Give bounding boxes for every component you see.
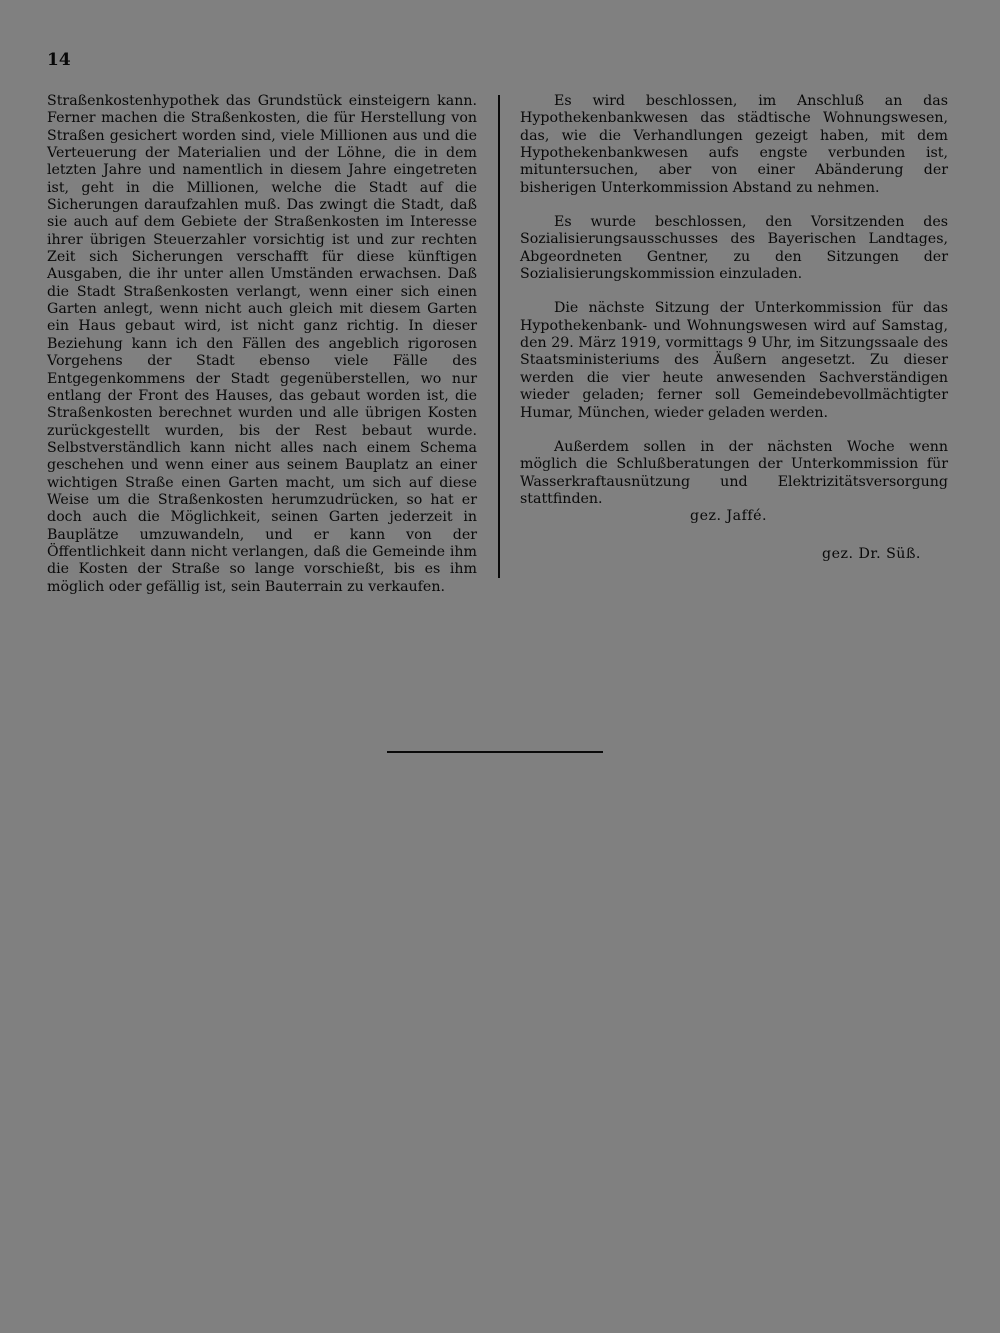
- next-meeting-paragraph: Die nächste Sitzung der Unterkommission für das Hypothekenbank- und Wohnungswesen wird auf Samstag, den 29. März 1919, vormittags 9 Uhr, im Sitzungssaale des Staatsministeriums des Äußern angesetzt. Zu dieser werden die vier heute anwesenden Sachverständigen wieder geladen; ferner soll Gemeindebevollmächtigter Humar, München, wieder geladen werden.: [520, 300, 948, 421]
- signature-suess: gez. Dr. Süß.: [822, 546, 921, 562]
- column-divider: [498, 95, 500, 578]
- left-column-paragraph: Straßenkostenhypothek das Grundstück einsteigern kann. Ferner machen die Straßenkosten, die für Herstellung von Straßen gesichert worden sind, viele Millionen aus und die Verteuerung der Materialien und der Löhne, die in dem letzten Jahre und namentlich in diesem Jahre eingetreten ist, geht in die Millionen, welche die Stadt auf die Sicherungen daraufzahlen muß. Das zwingt die Stadt, daß sie auch auf dem Gebiete der Straßenkosten im Interesse ihrer übrigen Steuerzahler vorsichtig ist und zur rechten Zeit sich Sicherungen verschafft für diese künftigen Ausgaben, die ihr unter allen Umständen erwachsen. Daß die Stadt Straßenkosten verlangt, wenn einer sich einen Garten anlegt, wenn nicht auch gleich mit diesem Garten ein Haus gebaut wird, ist nicht ganz richtig. In dieser Beziehung kann ich den Fällen des angeblich rigorosen Vorgehens der Stadt ebenso viele Fälle des Entgegenkommens der Stadt gegenüberstellen, wo nur entlang der Front des Hauses, das gebaut worden ist, die Straßenkosten berechnet wurden und alle übrigen Kosten zurückgestellt wurden, bis der Rest bebaut wurde. Selbstverständlich kann nicht alles nach einem Schema geschehen und wenn einer aus seinem Bauplatz an einer wichtigen Straße einen Garten macht, um sich auf diese Weise um die Straßenkosten herumzudrücken, so hat er doch auch die Möglichkeit, seinen Garten jederzeit in Bauplätze umzuwandeln, und er kann von der Öffentlichkeit dann nicht verlangen, daß die Gemeinde ihm die Kosten der Straße so lange vorschießt, bis es ihm möglich oder gefällig ist, sein Bauterrain zu verkaufen.: [47, 93, 477, 595]
- page-number: 14: [47, 50, 71, 70]
- resolution-paragraph-2: Es wurde beschlossen, den Vorsitzenden des Sozialisierungsausschusses des Bayerischen Landtages, Abgeordneten Gentner, zu den Sitzungen der Sozialisierungskommission einzuladen.: [520, 214, 948, 283]
- right-column: [520, 93, 948, 525]
- resolution-paragraph-1: Es wird beschlossen, im Anschluß an das Hypothekenbankwesen das städtische Wohnungswesen, das, wie die Verhandlungen gezeigt haben, mit dem Hypothekenbankwesen aufs engste verbunden ist, mituntersuchen, aber von einer Abänderung der bisherigen Unterkommission Abstand zu nehmen.: [520, 93, 948, 196]
- final-deliberations-paragraph: Außerdem sollen in der nächsten Woche wenn möglich die Schlußberatungen der Unterkommission für Wasserkraftausnützung und Elektrizitätsversorgung stattfinden.: [520, 438, 948, 507]
- signature-jaffe: gez. Jaffé.: [690, 508, 768, 524]
- end-of-document-rule: [387, 751, 603, 753]
- left-column: [47, 93, 477, 596]
